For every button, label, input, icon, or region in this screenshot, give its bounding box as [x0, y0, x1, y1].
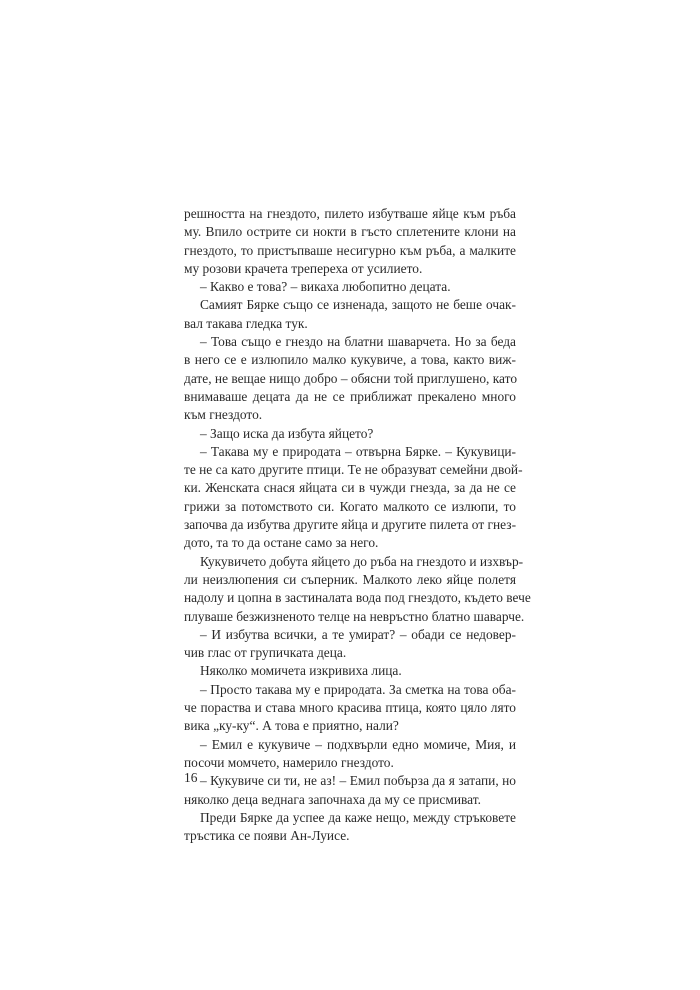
text-line: ли неизлюпения си съперник. Малкото леко яйце полетя [184, 571, 516, 587]
text-line: му. Впило острите си нокти в гъсто сплетените клони на [184, 224, 516, 240]
text-line: решността на гнездото, пилето избутваше яйце към ръба [184, 206, 516, 221]
text-line: дате, не вещае нищо добро – обясни той приглушено, като [184, 370, 518, 386]
text-line: към гнездото. [184, 407, 263, 423]
body-text [184, 205, 531, 845]
page-number: 16 [184, 770, 198, 785]
text-line: Кукувичето добута яйцето до ръба на гнездото и изхвър- [200, 553, 524, 569]
text-line: плуваше безжизненото телце на невръстно блатно шаварче. [184, 608, 525, 624]
text-line: започва да избутва другите яйца и другите пилета от гнез- [184, 517, 517, 533]
text-line: внимаваше децата да не се приближат прекалено много [184, 388, 516, 404]
text-line: грижи за потомството си. Когато малкото се излюпи, то [184, 498, 516, 514]
text-line: посочи момчето, намерило гнездото. [184, 754, 394, 770]
text-line: няколко деца веднага започнаха да му се присмиват. [184, 791, 481, 807]
text-line: – Кукувиче си ти, не аз! – Емил побърза да я затапи, но [200, 773, 516, 789]
text-line: – Защо иска да избута яйцето? [200, 425, 374, 441]
text-line: вика „ку-ку“. А това е приятно, нали? [184, 718, 399, 734]
text-line: Преди Бярке да успее да каже нещо, между стръковете [200, 809, 516, 825]
text-line: Няколко момичета изкривиха лица. [200, 663, 402, 679]
text-line: – И избутва всички, а те умират? – обади се недовер- [200, 626, 516, 642]
text-line: гнездото, то пристъпваше несигурно към ръба, а малките [184, 242, 516, 258]
text-line: те не са като другите птици. Те не образуват семейни двой- [184, 462, 523, 478]
text-line: – Емил е кукувиче – подхвърли едно момиче, Мия, и [200, 736, 516, 752]
text-line: че пораства и става много красива птица, която цяло лято [184, 700, 516, 716]
text-line: ки. Женската снася яйцата си в чужди гнезда, за да не се [184, 480, 516, 496]
text-line: му розови крачета трепереха от усилието. [184, 260, 423, 276]
text-line: чив глас от групичката деца. [184, 645, 347, 661]
text-line: – Просто такава му е природата. За сметка на това оба- [200, 681, 516, 697]
text-line: – Това също е гнездо на блатни шаварчета. Но за беда [200, 334, 516, 350]
text-line: – Такава му е природата – отвърна Бярке. – Кукувици- [200, 443, 516, 459]
text-line: тръстика се появи Ан-Луисе. [184, 828, 350, 844]
text-line: дото, та то да остане само за него. [184, 535, 379, 551]
text-line: – Какво е това? – викаха любопитно децата. [200, 279, 451, 295]
text-line: вал такава гледка тук. [184, 315, 308, 331]
text-line: в него се е излюпило малко кукувиче, а това, както виж- [184, 352, 516, 368]
text-line: Самият Бярке също се изненада, защото не беше очак- [200, 297, 516, 313]
text-line: надолу и цопна в застиналата вода под гнездото, където вече [184, 590, 531, 606]
